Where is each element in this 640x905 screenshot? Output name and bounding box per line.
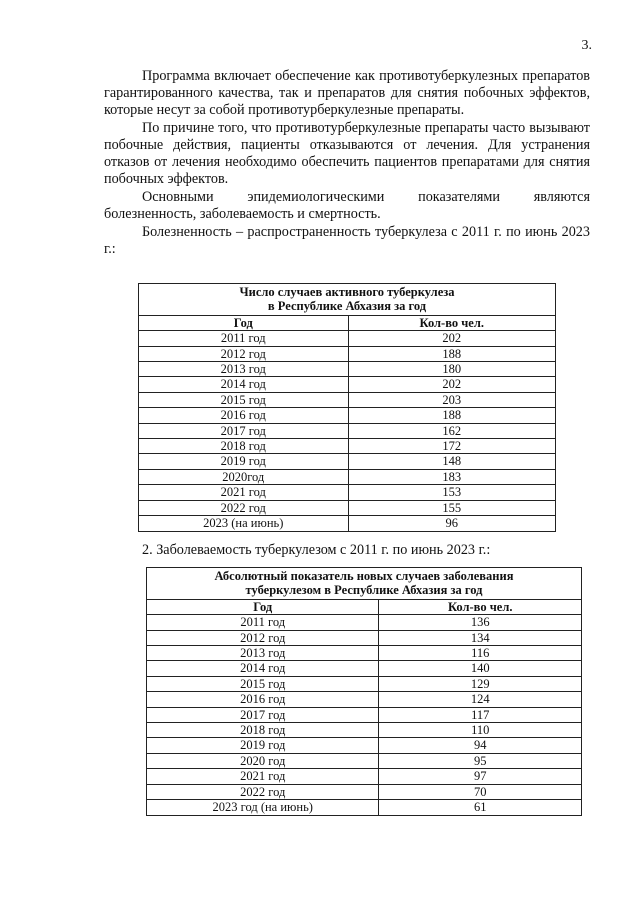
year-cell: 2016 год — [147, 692, 379, 707]
table-row — [147, 738, 582, 753]
table-header-row — [147, 599, 582, 614]
table-caption — [139, 284, 556, 316]
year-cell: 2014 год — [147, 661, 379, 676]
table-row — [147, 692, 582, 707]
table-row — [147, 769, 582, 784]
table-body — [139, 331, 556, 531]
page-number: 3. — [581, 38, 592, 53]
year-cell: 2011 год — [147, 615, 379, 630]
column-header-count: Кол-во чел. — [348, 315, 555, 330]
count-cell: 148 — [348, 454, 555, 469]
count-cell: 117 — [379, 707, 582, 722]
table-row — [139, 346, 556, 361]
count-cell: 153 — [348, 485, 555, 500]
table-row — [139, 485, 556, 500]
year-cell: 2023 (на июнь) — [139, 516, 349, 531]
count-cell: 140 — [379, 661, 582, 676]
table-caption — [147, 568, 582, 600]
table-row — [139, 331, 556, 346]
table-row — [139, 439, 556, 454]
count-cell: 180 — [348, 362, 555, 377]
paragraph-program: Программа включает обеспечение как противотуберкулезных препаратов гарантированного качества, так и препаратов для снятия побочных эффектов, которые несут за собой противотурберкулезные препараты. — [104, 68, 590, 118]
table-caption-line: Число случаев активного туберкулеза — [239, 285, 455, 299]
count-cell: 94 — [379, 738, 582, 753]
table-row — [147, 630, 582, 645]
table-row — [147, 723, 582, 738]
count-cell: 129 — [379, 676, 582, 691]
column-header-year: Год — [139, 315, 349, 330]
table-row — [147, 661, 582, 676]
prevalence-table — [138, 283, 556, 532]
year-cell: 2017 год — [139, 423, 349, 438]
table-caption-row — [147, 568, 582, 600]
count-cell: 124 — [379, 692, 582, 707]
table-caption-line: туберкулезом в Республике Абхазия за год — [245, 583, 483, 598]
year-cell: 2019 год — [147, 738, 379, 753]
year-cell: 2015 год — [139, 392, 349, 407]
count-cell: 97 — [379, 769, 582, 784]
count-cell: 95 — [379, 753, 582, 768]
count-cell: 96 — [348, 516, 555, 531]
count-cell: 188 — [348, 346, 555, 361]
year-cell: 2020 год — [147, 753, 379, 768]
column-header-year: Год — [147, 599, 379, 614]
year-cell: 2022 год — [139, 500, 349, 515]
count-cell: 155 — [348, 500, 555, 515]
count-cell: 61 — [379, 800, 582, 815]
year-cell: 2013 год — [147, 646, 379, 661]
count-cell: 202 — [348, 377, 555, 392]
table-caption-row — [139, 284, 556, 316]
paragraph-prevalence: Болезненность – распространенность туберкулеза с 2011 г. по июнь 2023 г.: — [104, 224, 590, 257]
count-cell: 116 — [379, 646, 582, 661]
year-cell: 2016 год — [139, 408, 349, 423]
body-text — [104, 68, 590, 258]
count-cell: 162 — [348, 423, 555, 438]
table-row — [139, 454, 556, 469]
count-cell: 136 — [379, 615, 582, 630]
year-cell: 2012 год — [147, 630, 379, 645]
year-cell: 2012 год — [139, 346, 349, 361]
year-cell: 2021 год — [139, 485, 349, 500]
year-cell: 2013 год — [139, 362, 349, 377]
count-cell: 183 — [348, 469, 555, 484]
table-row — [147, 676, 582, 691]
table-row — [147, 707, 582, 722]
count-cell: 134 — [379, 630, 582, 645]
table-row — [139, 500, 556, 515]
table-row — [139, 469, 556, 484]
year-cell: 2023 год (на июнь) — [147, 800, 379, 815]
table-header-row — [139, 315, 556, 330]
table-caption-line: Абсолютный показатель новых случаев заболевания — [214, 569, 514, 583]
section-title-incidence: 2. Заболеваемость туберкулезом с 2011 г. по июнь 2023 г.: — [142, 542, 491, 558]
count-cell: 188 — [348, 408, 555, 423]
table-row — [139, 408, 556, 423]
count-cell: 110 — [379, 723, 582, 738]
year-cell: 2019 год — [139, 454, 349, 469]
year-cell: 2017 год — [147, 707, 379, 722]
table-row — [147, 784, 582, 799]
year-cell: 2018 год — [147, 723, 379, 738]
count-cell: 203 — [348, 392, 555, 407]
table-row — [139, 362, 556, 377]
column-header-count: Кол-во чел. — [379, 599, 582, 614]
table-row — [147, 615, 582, 630]
incidence-table — [146, 567, 582, 816]
table-row — [147, 800, 582, 815]
year-cell: 2021 год — [147, 769, 379, 784]
count-cell: 70 — [379, 784, 582, 799]
year-cell: 2015 год — [147, 676, 379, 691]
year-cell: 2014 год — [139, 377, 349, 392]
table-row — [139, 377, 556, 392]
year-cell: 2022 год — [147, 784, 379, 799]
table-body — [147, 615, 582, 815]
table-row — [139, 392, 556, 407]
table-row — [147, 646, 582, 661]
table-row — [139, 423, 556, 438]
year-cell: 2018 год — [139, 439, 349, 454]
table-row — [139, 516, 556, 531]
count-cell: 172 — [348, 439, 555, 454]
table-caption-line: в Республике Абхазия за год — [267, 299, 427, 314]
paragraph-indicators: Основными эпидемиологическими показателями являются болезненность, заболеваемость и смертность. — [104, 189, 590, 222]
table-row — [147, 753, 582, 768]
year-cell: 2020год — [139, 469, 349, 484]
year-cell: 2011 год — [139, 331, 349, 346]
count-cell: 202 — [348, 331, 555, 346]
paragraph-side-effects: По причине того, что противотурберкулезные препараты часто вызывают побочные действия, пациенты отказываются от лечения. Для устранения отказов от лечения необходимо обеспечить пациентов препаратами для снятия побочных эффектов. — [104, 120, 590, 187]
